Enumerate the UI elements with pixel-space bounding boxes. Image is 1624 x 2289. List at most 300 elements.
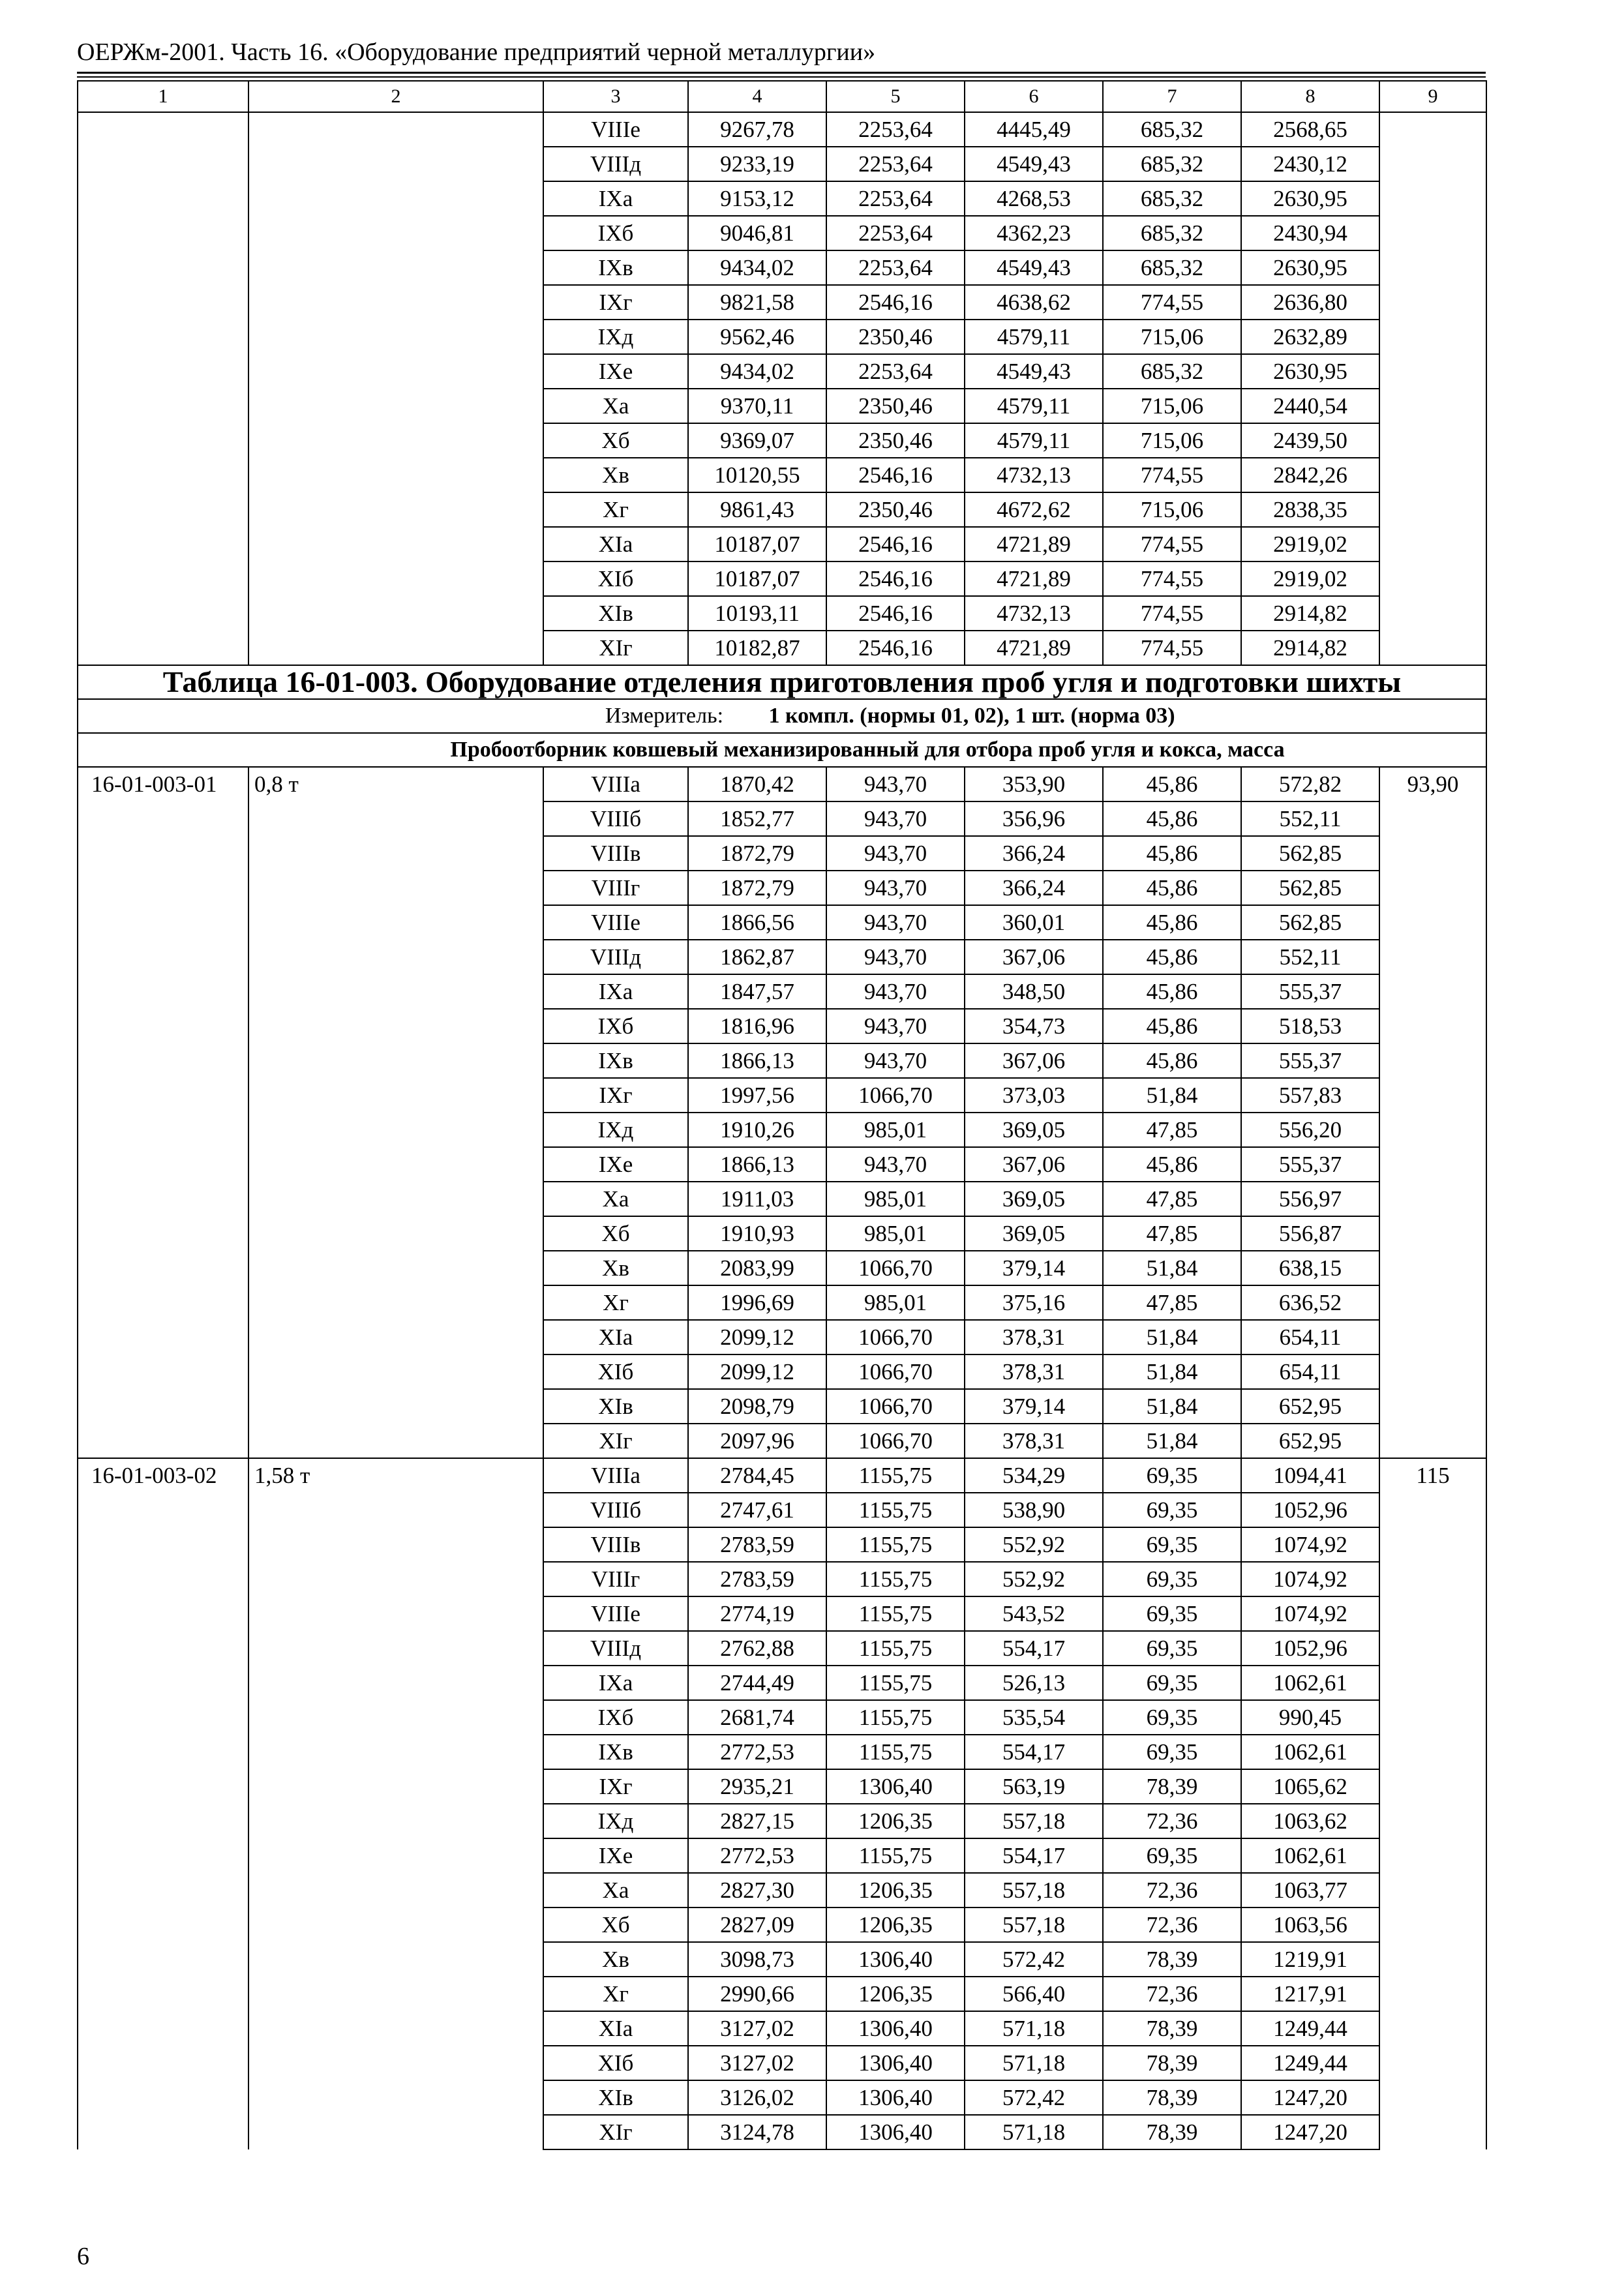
region-cell: Xб: [543, 1216, 688, 1251]
value-cell: 943,70: [826, 905, 965, 940]
value-cell: 69,35: [1103, 1527, 1241, 1562]
value-cell: 985,01: [826, 1182, 965, 1216]
value-cell: 654,11: [1241, 1320, 1379, 1354]
column-number: 3: [543, 81, 688, 112]
value-cell: 1155,75: [826, 1735, 965, 1769]
value-cell: 1063,77: [1241, 1873, 1379, 1908]
value-cell: 10187,07: [688, 527, 826, 561]
value-cell: 45,86: [1103, 836, 1241, 871]
value-cell: 2099,12: [688, 1320, 826, 1354]
region-cell: IXд: [543, 1113, 688, 1147]
value-cell: 9267,78: [688, 112, 826, 147]
measure-label: Измеритель:: [605, 704, 724, 728]
value-cell: 69,35: [1103, 1458, 1241, 1493]
region-cell: Xг: [543, 1285, 688, 1320]
value-cell: 1062,61: [1241, 1838, 1379, 1873]
value-cell: 47,85: [1103, 1182, 1241, 1216]
value-cell: 2636,80: [1241, 285, 1379, 320]
value-cell: 556,87: [1241, 1216, 1379, 1251]
value-cell: 4721,89: [965, 527, 1103, 561]
value-cell: 2914,82: [1241, 631, 1379, 665]
value-cell: 555,37: [1241, 1043, 1379, 1078]
value-cell: 571,18: [965, 2046, 1103, 2080]
table-row: [78, 112, 1486, 147]
value-cell: 1816,96: [688, 1009, 826, 1043]
mass-cell: 1,58 т: [248, 1458, 543, 2149]
value-cell: 4362,23: [965, 216, 1103, 250]
value-cell: 2253,64: [826, 112, 965, 147]
value-cell: 4579,11: [965, 320, 1103, 354]
value-cell: 4732,13: [965, 458, 1103, 492]
value-cell: 2546,16: [826, 596, 965, 631]
norm-code-cell: [78, 112, 248, 665]
value-cell: 557,18: [965, 1908, 1103, 1942]
value-cell: 2919,02: [1241, 527, 1379, 561]
value-cell: 1306,40: [826, 2080, 965, 2115]
value-cell: 1155,75: [826, 1596, 965, 1631]
value-cell: 9370,11: [688, 389, 826, 423]
column-number: 9: [1379, 81, 1486, 112]
value-cell: 1870,42: [688, 767, 826, 801]
value-cell: 774,55: [1103, 285, 1241, 320]
value-cell: 1206,35: [826, 1873, 965, 1908]
value-cell: 556,20: [1241, 1113, 1379, 1147]
region-cell: XIв: [543, 596, 688, 631]
region-cell: XIа: [543, 2011, 688, 2046]
measure-cell: [78, 699, 1486, 733]
value-cell: 1306,40: [826, 2011, 965, 2046]
value-cell: 1062,61: [1241, 1666, 1379, 1700]
value-cell: 51,84: [1103, 1354, 1241, 1389]
value-cell: 552,11: [1241, 940, 1379, 974]
value-cell: 571,18: [965, 2011, 1103, 2046]
region-cell: VIIIе: [543, 1596, 688, 1631]
region-cell: IXа: [543, 974, 688, 1009]
value-cell: 379,14: [965, 1251, 1103, 1285]
value-cell: 369,05: [965, 1182, 1103, 1216]
region-cell: VIIIв: [543, 1527, 688, 1562]
value-cell: 10193,11: [688, 596, 826, 631]
value-cell: 1063,62: [1241, 1804, 1379, 1838]
value-cell: 1206,35: [826, 1977, 965, 2011]
section-title: Пробоотборник ковшевый механизированный для отбора проб угля и кокса, масса: [450, 738, 1285, 762]
region-cell: IXг: [543, 1078, 688, 1113]
value-cell: 654,11: [1241, 1354, 1379, 1389]
value-cell: 572,42: [965, 1942, 1103, 1977]
value-cell: 774,55: [1103, 596, 1241, 631]
value-cell: 51,84: [1103, 1320, 1241, 1354]
region-cell: IXв: [543, 1735, 688, 1769]
value-cell: 78,39: [1103, 2080, 1241, 2115]
value-cell: 1206,35: [826, 1908, 965, 1942]
value-cell: 1866,13: [688, 1147, 826, 1182]
value-cell: 985,01: [826, 1285, 965, 1320]
value-cell: 1065,62: [1241, 1769, 1379, 1804]
value-cell: 2546,16: [826, 285, 965, 320]
table-body: [78, 81, 1486, 2149]
norms-table: [77, 80, 1487, 2150]
value-cell: 1155,75: [826, 1838, 965, 1873]
column-number: 1: [78, 81, 248, 112]
value-cell: 1306,40: [826, 1942, 965, 1977]
region-cell: IXе: [543, 1838, 688, 1873]
value-cell: 1306,40: [826, 1769, 965, 1804]
value-cell: 2350,46: [826, 423, 965, 458]
value-cell: 1249,44: [1241, 2011, 1379, 2046]
value-cell: 563,19: [965, 1769, 1103, 1804]
region-cell: XIа: [543, 1320, 688, 1354]
value-cell: 1872,79: [688, 836, 826, 871]
value-cell: 1155,75: [826, 1527, 965, 1562]
column-number-row: [78, 81, 1486, 112]
value-cell: 1306,40: [826, 2115, 965, 2149]
region-cell: VIIIв: [543, 836, 688, 871]
value-cell: 1997,56: [688, 1078, 826, 1113]
value-cell: 366,24: [965, 836, 1103, 871]
value-cell: 2919,02: [1241, 561, 1379, 596]
value-cell: 9562,46: [688, 320, 826, 354]
value-cell: 556,97: [1241, 1182, 1379, 1216]
value-cell: 636,52: [1241, 1285, 1379, 1320]
value-cell: 10120,55: [688, 458, 826, 492]
value-cell: 552,92: [965, 1527, 1103, 1562]
value-cell: 1247,20: [1241, 2115, 1379, 2149]
col9-cell: 115: [1379, 1458, 1486, 2149]
region-cell: IXа: [543, 181, 688, 216]
value-cell: 1155,75: [826, 1493, 965, 1527]
value-cell: 45,86: [1103, 1043, 1241, 1078]
value-cell: 78,39: [1103, 1942, 1241, 1977]
value-cell: 943,70: [826, 836, 965, 871]
value-cell: 2630,95: [1241, 181, 1379, 216]
region-cell: VIIIд: [543, 940, 688, 974]
norm-code-cell: 16-01-003-01: [78, 767, 248, 1458]
value-cell: 373,03: [965, 1078, 1103, 1113]
value-cell: 9821,58: [688, 285, 826, 320]
header-rule: [77, 72, 1486, 74]
value-cell: 4445,49: [965, 112, 1103, 147]
value-cell: 2783,59: [688, 1562, 826, 1596]
value-cell: 45,86: [1103, 1009, 1241, 1043]
region-cell: VIIIд: [543, 147, 688, 181]
value-cell: 2762,88: [688, 1631, 826, 1666]
value-cell: 4549,43: [965, 250, 1103, 285]
region-cell: IXг: [543, 1769, 688, 1804]
region-cell: XIг: [543, 1424, 688, 1458]
value-cell: 1074,92: [1241, 1527, 1379, 1562]
value-cell: 943,70: [826, 1147, 965, 1182]
col9-cell: [1379, 112, 1486, 665]
value-cell: 45,86: [1103, 767, 1241, 801]
region-cell: Xа: [543, 1182, 688, 1216]
table-row: [78, 767, 1486, 801]
value-cell: 69,35: [1103, 1631, 1241, 1666]
value-cell: 571,18: [965, 2115, 1103, 2149]
value-cell: 369,05: [965, 1113, 1103, 1147]
value-cell: 1155,75: [826, 1666, 965, 1700]
value-cell: 9233,19: [688, 147, 826, 181]
region-cell: XIв: [543, 2080, 688, 2115]
value-cell: 774,55: [1103, 527, 1241, 561]
value-cell: 2838,35: [1241, 492, 1379, 527]
value-cell: 2350,46: [826, 389, 965, 423]
value-cell: 3126,02: [688, 2080, 826, 2115]
value-cell: 4672,62: [965, 492, 1103, 527]
region-cell: VIIIд: [543, 1631, 688, 1666]
table-title-row: [78, 665, 1486, 699]
page-number: 6: [77, 2243, 89, 2270]
value-cell: 554,17: [965, 1735, 1103, 1769]
table-row: [78, 1458, 1486, 1493]
region-cell: IXв: [543, 1043, 688, 1078]
value-cell: 555,37: [1241, 974, 1379, 1009]
value-cell: 9046,81: [688, 216, 826, 250]
value-cell: 1052,96: [1241, 1631, 1379, 1666]
value-cell: 2430,94: [1241, 216, 1379, 250]
value-cell: 78,39: [1103, 1769, 1241, 1804]
value-cell: 1063,56: [1241, 1908, 1379, 1942]
value-cell: 2430,12: [1241, 147, 1379, 181]
value-cell: 2350,46: [826, 320, 965, 354]
value-cell: 9861,43: [688, 492, 826, 527]
value-cell: 367,06: [965, 1147, 1103, 1182]
value-cell: 2772,53: [688, 1735, 826, 1769]
value-cell: 566,40: [965, 1977, 1103, 2011]
region-cell: XIг: [543, 2115, 688, 2149]
header-rule-secondary: [77, 76, 1486, 78]
value-cell: 543,52: [965, 1596, 1103, 1631]
value-cell: 2568,65: [1241, 112, 1379, 147]
value-cell: 2681,74: [688, 1700, 826, 1735]
value-cell: 4549,43: [965, 147, 1103, 181]
value-cell: 1155,75: [826, 1458, 965, 1493]
value-cell: 72,36: [1103, 1873, 1241, 1908]
value-cell: 45,86: [1103, 974, 1241, 1009]
value-cell: 78,39: [1103, 2046, 1241, 2080]
value-cell: 348,50: [965, 974, 1103, 1009]
value-cell: 572,42: [965, 2080, 1103, 2115]
measure-value: 1 компл. (нормы 01, 02), 1 шт. (норма 03): [768, 704, 1175, 728]
value-cell: 1062,61: [1241, 1735, 1379, 1769]
value-cell: 3127,02: [688, 2011, 826, 2046]
value-cell: 943,70: [826, 767, 965, 801]
norm-code-cell: 16-01-003-02: [78, 1458, 248, 2149]
value-cell: 2990,66: [688, 1977, 826, 2011]
value-cell: 45,86: [1103, 871, 1241, 905]
region-cell: VIIIг: [543, 871, 688, 905]
value-cell: 354,73: [965, 1009, 1103, 1043]
value-cell: 552,92: [965, 1562, 1103, 1596]
value-cell: 378,31: [965, 1354, 1103, 1389]
column-number: 2: [248, 81, 543, 112]
value-cell: 379,14: [965, 1389, 1103, 1424]
value-cell: 45,86: [1103, 905, 1241, 940]
value-cell: 2774,19: [688, 1596, 826, 1631]
value-cell: 69,35: [1103, 1735, 1241, 1769]
region-cell: XIб: [543, 561, 688, 596]
value-cell: 10182,87: [688, 631, 826, 665]
value-cell: 685,32: [1103, 147, 1241, 181]
value-cell: 2098,79: [688, 1389, 826, 1424]
region-cell: IXа: [543, 1666, 688, 1700]
value-cell: 685,32: [1103, 250, 1241, 285]
region-cell: Xв: [543, 1942, 688, 1977]
value-cell: 9153,12: [688, 181, 826, 216]
value-cell: 685,32: [1103, 354, 1241, 389]
value-cell: 1872,79: [688, 871, 826, 905]
value-cell: 534,29: [965, 1458, 1103, 1493]
region-cell: IXд: [543, 320, 688, 354]
value-cell: 69,35: [1103, 1666, 1241, 1700]
value-cell: 2350,46: [826, 492, 965, 527]
value-cell: 2439,50: [1241, 423, 1379, 458]
value-cell: 2842,26: [1241, 458, 1379, 492]
value-cell: 2744,49: [688, 1666, 826, 1700]
value-cell: 1217,91: [1241, 1977, 1379, 2011]
value-cell: 45,86: [1103, 940, 1241, 974]
value-cell: 2630,95: [1241, 250, 1379, 285]
value-cell: 1911,03: [688, 1182, 826, 1216]
region-cell: VIIIа: [543, 767, 688, 801]
value-cell: 562,85: [1241, 871, 1379, 905]
value-cell: 3098,73: [688, 1942, 826, 1977]
value-cell: 1066,70: [826, 1354, 965, 1389]
value-cell: 1306,40: [826, 2046, 965, 2080]
value-cell: 1996,69: [688, 1285, 826, 1320]
mass-cell: 0,8 т: [248, 767, 543, 1458]
value-cell: 1074,92: [1241, 1596, 1379, 1631]
value-cell: 4721,89: [965, 631, 1103, 665]
region-cell: VIIIе: [543, 112, 688, 147]
region-cell: Xб: [543, 423, 688, 458]
value-cell: 2827,15: [688, 1804, 826, 1838]
value-cell: 375,16: [965, 1285, 1103, 1320]
value-cell: 2747,61: [688, 1493, 826, 1527]
value-cell: 69,35: [1103, 1562, 1241, 1596]
value-cell: 557,18: [965, 1804, 1103, 1838]
column-number: 4: [688, 81, 826, 112]
region-cell: VIIIб: [543, 801, 688, 836]
value-cell: 2632,89: [1241, 320, 1379, 354]
value-cell: 69,35: [1103, 1838, 1241, 1873]
value-cell: 1910,93: [688, 1216, 826, 1251]
value-cell: 1052,96: [1241, 1493, 1379, 1527]
value-cell: 10187,07: [688, 561, 826, 596]
value-cell: 1847,57: [688, 974, 826, 1009]
value-cell: 4732,13: [965, 596, 1103, 631]
region-cell: VIIIг: [543, 1562, 688, 1596]
page-header: ОЕРЖм-2001. Часть 16. «Оборудование предприятий черной металлургии»: [77, 38, 876, 66]
value-cell: 652,95: [1241, 1389, 1379, 1424]
value-cell: 4268,53: [965, 181, 1103, 216]
region-cell: IXе: [543, 1147, 688, 1182]
value-cell: 554,17: [965, 1631, 1103, 1666]
value-cell: 2772,53: [688, 1838, 826, 1873]
value-cell: 557,18: [965, 1873, 1103, 1908]
value-cell: 985,01: [826, 1216, 965, 1251]
value-cell: 2827,09: [688, 1908, 826, 1942]
value-cell: 715,06: [1103, 492, 1241, 527]
value-cell: 47,85: [1103, 1285, 1241, 1320]
section-row: [78, 733, 1486, 767]
value-cell: 9434,02: [688, 354, 826, 389]
value-cell: 4549,43: [965, 354, 1103, 389]
value-cell: 985,01: [826, 1113, 965, 1147]
region-cell: XIг: [543, 631, 688, 665]
value-cell: 1862,87: [688, 940, 826, 974]
value-cell: 1866,56: [688, 905, 826, 940]
value-cell: 47,85: [1103, 1216, 1241, 1251]
region-cell: Xа: [543, 389, 688, 423]
value-cell: 1066,70: [826, 1424, 965, 1458]
value-cell: 1066,70: [826, 1078, 965, 1113]
region-cell: IXб: [543, 216, 688, 250]
value-cell: 685,32: [1103, 112, 1241, 147]
region-cell: XIб: [543, 2046, 688, 2080]
region-cell: XIа: [543, 527, 688, 561]
value-cell: 72,36: [1103, 1908, 1241, 1942]
value-cell: 369,05: [965, 1216, 1103, 1251]
value-cell: 360,01: [965, 905, 1103, 940]
value-cell: 2914,82: [1241, 596, 1379, 631]
value-cell: 3127,02: [688, 2046, 826, 2080]
value-cell: 69,35: [1103, 1596, 1241, 1631]
value-cell: 1219,91: [1241, 1942, 1379, 1977]
value-cell: 4638,62: [965, 285, 1103, 320]
column-number: 7: [1103, 81, 1241, 112]
value-cell: 1910,26: [688, 1113, 826, 1147]
value-cell: 4721,89: [965, 561, 1103, 596]
value-cell: 943,70: [826, 801, 965, 836]
value-cell: 557,83: [1241, 1078, 1379, 1113]
region-cell: VIIIа: [543, 1458, 688, 1493]
value-cell: 378,31: [965, 1320, 1103, 1354]
region-cell: VIIIе: [543, 905, 688, 940]
value-cell: 554,17: [965, 1838, 1103, 1873]
region-cell: XIб: [543, 1354, 688, 1389]
value-cell: 1074,92: [1241, 1562, 1379, 1596]
region-cell: IXб: [543, 1009, 688, 1043]
value-cell: 356,96: [965, 801, 1103, 836]
value-cell: 2783,59: [688, 1527, 826, 1562]
measure-row: [78, 699, 1486, 733]
value-cell: 526,13: [965, 1666, 1103, 1700]
value-cell: 2546,16: [826, 527, 965, 561]
column-number: 8: [1241, 81, 1379, 112]
region-cell: IXе: [543, 354, 688, 389]
region-cell: Xб: [543, 1908, 688, 1942]
region-cell: IXб: [543, 1700, 688, 1735]
region-cell: Xв: [543, 1251, 688, 1285]
value-cell: 51,84: [1103, 1078, 1241, 1113]
value-cell: 715,06: [1103, 389, 1241, 423]
value-cell: 2253,64: [826, 250, 965, 285]
value-cell: 2546,16: [826, 631, 965, 665]
value-cell: 78,39: [1103, 2115, 1241, 2149]
value-cell: 2253,64: [826, 147, 965, 181]
value-cell: 51,84: [1103, 1251, 1241, 1285]
value-cell: 943,70: [826, 1043, 965, 1078]
value-cell: 45,86: [1103, 1147, 1241, 1182]
value-cell: 2546,16: [826, 458, 965, 492]
value-cell: 366,24: [965, 871, 1103, 905]
value-cell: 943,70: [826, 974, 965, 1009]
value-cell: 3124,78: [688, 2115, 826, 2149]
value-cell: 1249,44: [1241, 2046, 1379, 2080]
value-cell: 45,86: [1103, 801, 1241, 836]
region-cell: Xв: [543, 458, 688, 492]
value-cell: 2546,16: [826, 561, 965, 596]
